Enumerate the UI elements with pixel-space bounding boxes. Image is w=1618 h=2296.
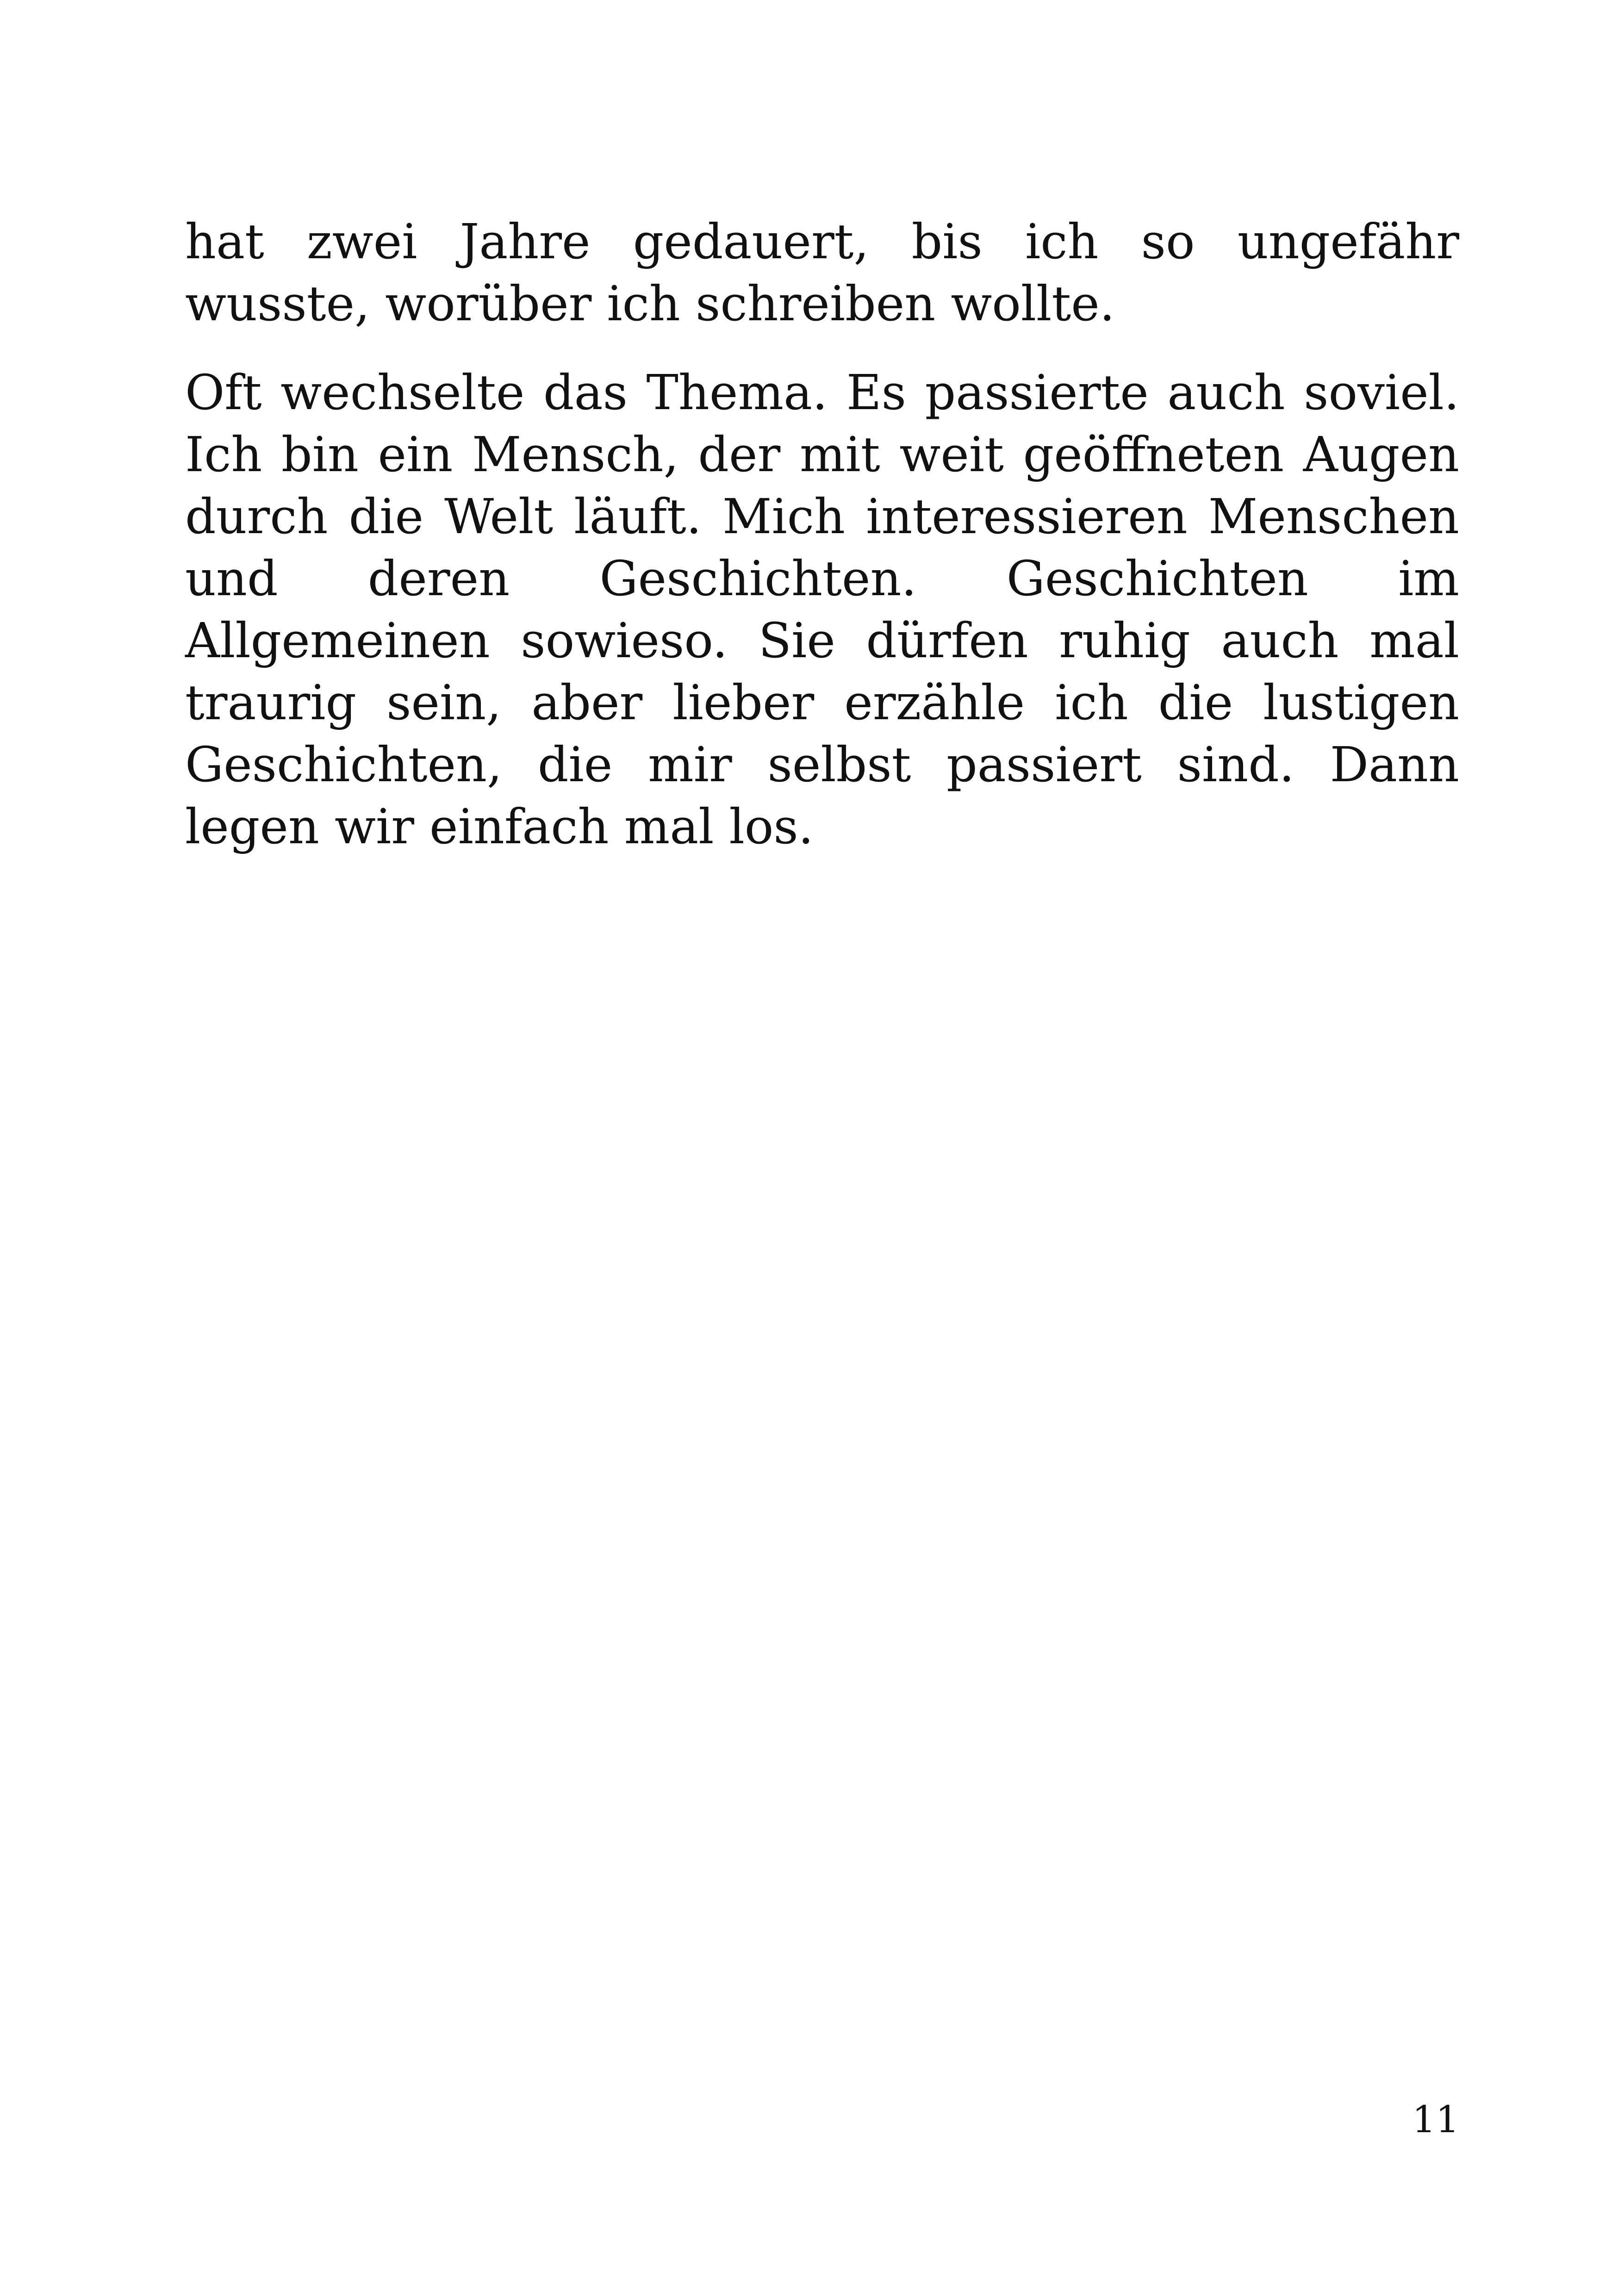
body-text	[185, 211, 1459, 884]
paragraph-topic: Oft wechselte das Thema. Es passierte auch soviel. Ich bin ein Mensch, der mit weit geöffneten Augen durch die Welt läuft. Mich interessieren Menschen und deren Geschichten. Geschichten im Allgemeinen sowieso. Sie dürfen ruhig auch mal traurig sein, aber lieber erzähle ich die lustigen Geschichten, die mir selbst passiert sind. Dann legen wir einfach mal los.	[185, 364, 1459, 855]
page-number: 11	[1412, 2098, 1459, 2141]
paragraph-continuation: hat zwei Jahre gedauert, bis ich so ungefähr wusste, worüber ich schreiben wollte.	[185, 213, 1459, 332]
